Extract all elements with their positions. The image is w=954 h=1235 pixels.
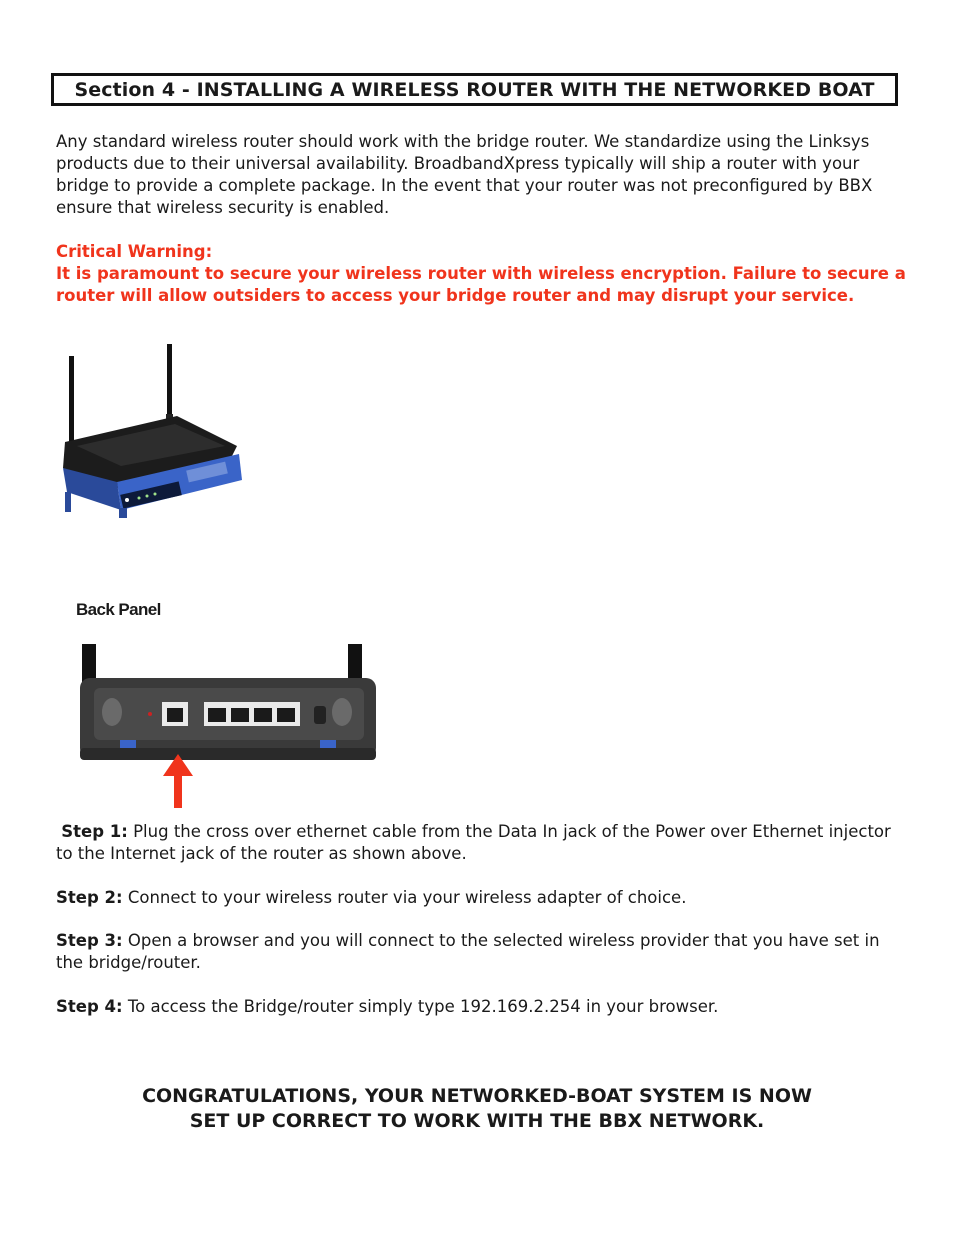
router-front-image <box>57 342 252 520</box>
intro-paragraph: Any standard wireless router should work with the bridge router. We standardize using the Linksys products due to their universal availability. BroadbandXpress typically will ship a router with your bridge to provide a complete package. In the event that your router was not preconfigured by BBX ensure that wireless security is enabled. <box>56 132 873 217</box>
step-3-text: Open a browser and you will connect to the selected wireless provider that you have set in the bridge/router. <box>56 931 880 972</box>
step-2-text: Connect to your wireless router via your wireless adapter of choice. <box>127 888 687 907</box>
arrow-up-icon <box>161 752 195 810</box>
warning-body: It is paramount to secure your wireless router with wireless encryption. Failure to secure a router will allow outsiders to access your bridge router and may disrupt your service. <box>56 264 906 305</box>
step-1-text: Plug the cross over ethernet cable from the Data In jack of the Power over Ethernet injector to the Internet jack of the router as shown above. <box>56 822 891 863</box>
step-3-label: Step 3: <box>56 931 123 950</box>
antenna-right <box>166 344 173 424</box>
congrats-line-1: CONGRATULATIONS, YOUR NETWORKED-BOAT SYSTEM IS NOW <box>142 1085 812 1107</box>
step-1 <box>56 821 906 865</box>
step-2-label: Step 2: <box>56 888 123 907</box>
back-panel-label: Back Panel <box>76 600 161 619</box>
step-4-label: Step 4: <box>56 997 123 1016</box>
congrats-line-2: SET UP CORRECT TO WORK WITH THE BBX NETWORK. <box>189 1110 765 1132</box>
antenna-left <box>68 356 75 452</box>
router-back-panel-image <box>76 640 381 765</box>
internet-port <box>162 702 188 726</box>
lan-ports <box>204 702 300 726</box>
step-1-label: Step 1: <box>61 822 128 841</box>
warning-title: Critical Warning: <box>56 242 213 261</box>
step-3 <box>56 930 906 974</box>
section-title: Section 4 - INSTALLING A WIRELESS ROUTER WITH THE NETWORKED BOAT <box>51 73 898 106</box>
step-4-text: To access the Bridge/router simply type 192.169.2.254 in your browser. <box>127 997 719 1016</box>
step-2 <box>56 887 906 909</box>
step-4 <box>56 996 906 1018</box>
